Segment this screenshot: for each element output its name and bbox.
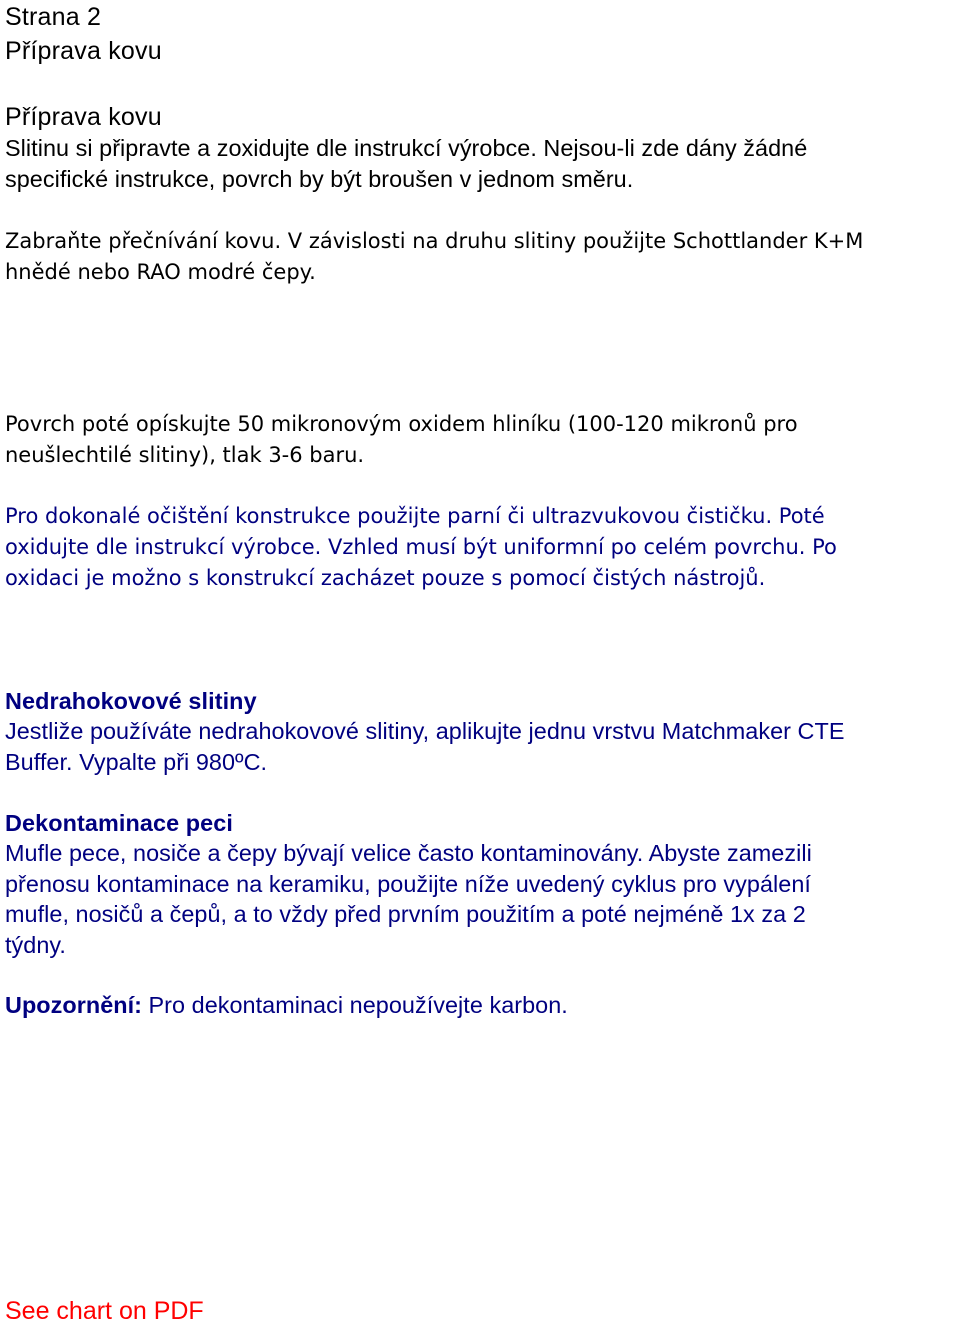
dekontaminace-paragraph xyxy=(5,838,955,960)
page-section-title: Příprava kovu xyxy=(5,37,162,65)
paragraph-line: specifické instrukce, povrch by být broušen v jednom směru. xyxy=(5,165,634,192)
nedrahokovove-paragraph xyxy=(5,716,955,777)
paragraph-line: hnědé nebo RAO modré čepy. xyxy=(5,260,316,284)
priprava-paragraph-3 xyxy=(5,409,955,471)
paragraph-line: neušlechtilé slitiny), tlak 3-6 baru. xyxy=(5,443,365,467)
paragraph-line: oxidujte dle instrukcí výrobce. Vzhled musí být uniformní po celém povrchu. Po xyxy=(5,535,837,559)
paragraph-line: Zabraňte přečnívání kovu. V závislosti na druhu slitiny použijte Schottlander K+M xyxy=(5,229,864,253)
upozorneni-note xyxy=(5,990,955,1021)
dekontaminace-heading xyxy=(5,808,955,838)
priprava-paragraph-4 xyxy=(5,501,955,594)
nedrahokovove-heading-text: Nedrahokovové slitiny xyxy=(5,688,257,714)
paragraph-line: oxidaci je možno s konstrukcí zacházet pouze s pomocí čistých nástrojů. xyxy=(5,566,766,590)
paragraph-line: Povrch poté opískujte 50 mikronovým oxidem hliníku (100-120 mikronů pro xyxy=(5,412,798,436)
page-header xyxy=(5,0,955,68)
paragraph-line: přenosu kontaminace na keramiku, použijte níže uvedený cyklus pro vypálení xyxy=(5,870,811,897)
paragraph-line: Mufle pece, nosiče a čepy bývají velice často kontaminovány. Abyste zamezili xyxy=(5,840,812,866)
dekontaminace-heading-text: Dekontaminace peci xyxy=(5,810,233,836)
page-number-label: Strana 2 xyxy=(5,3,102,31)
priprava-paragraph-2 xyxy=(5,226,955,288)
nedrahokovove-heading xyxy=(5,686,955,716)
see-chart-link[interactable]: See chart on PDF xyxy=(5,1297,204,1325)
priprava-heading-text: Příprava kovu xyxy=(5,103,162,131)
upozorneni-label: Upozornění: xyxy=(5,992,142,1018)
priprava-heading xyxy=(5,100,955,134)
paragraph-line: Pro dokonalé očištění konstrukce použijte parní či ultrazvukovou čističku. Poté xyxy=(5,504,825,528)
upozorneni-line xyxy=(5,990,955,1021)
paragraph-line: Buffer. Vypalte při 980ºC. xyxy=(5,748,268,775)
upozorneni-text: Pro dekontaminaci nepoužívejte karbon. xyxy=(141,992,568,1018)
paragraph-line: mufle, nosičů a čepů, a to vždy před prvním použitím a poté nejméně 1x za 2 xyxy=(5,901,806,928)
paragraph-line: Jestliže používáte nedrahokovové slitiny, aplikujte jednu vrstvu Matchmaker CTE xyxy=(5,718,845,744)
paragraph-line: týdny. xyxy=(5,931,66,958)
paragraph-line: Slitinu si připravte a zoxidujte dle instrukcí výrobce. Nejsou-li zde dány žádné xyxy=(5,135,808,161)
priprava-paragraph-1 xyxy=(5,133,955,194)
